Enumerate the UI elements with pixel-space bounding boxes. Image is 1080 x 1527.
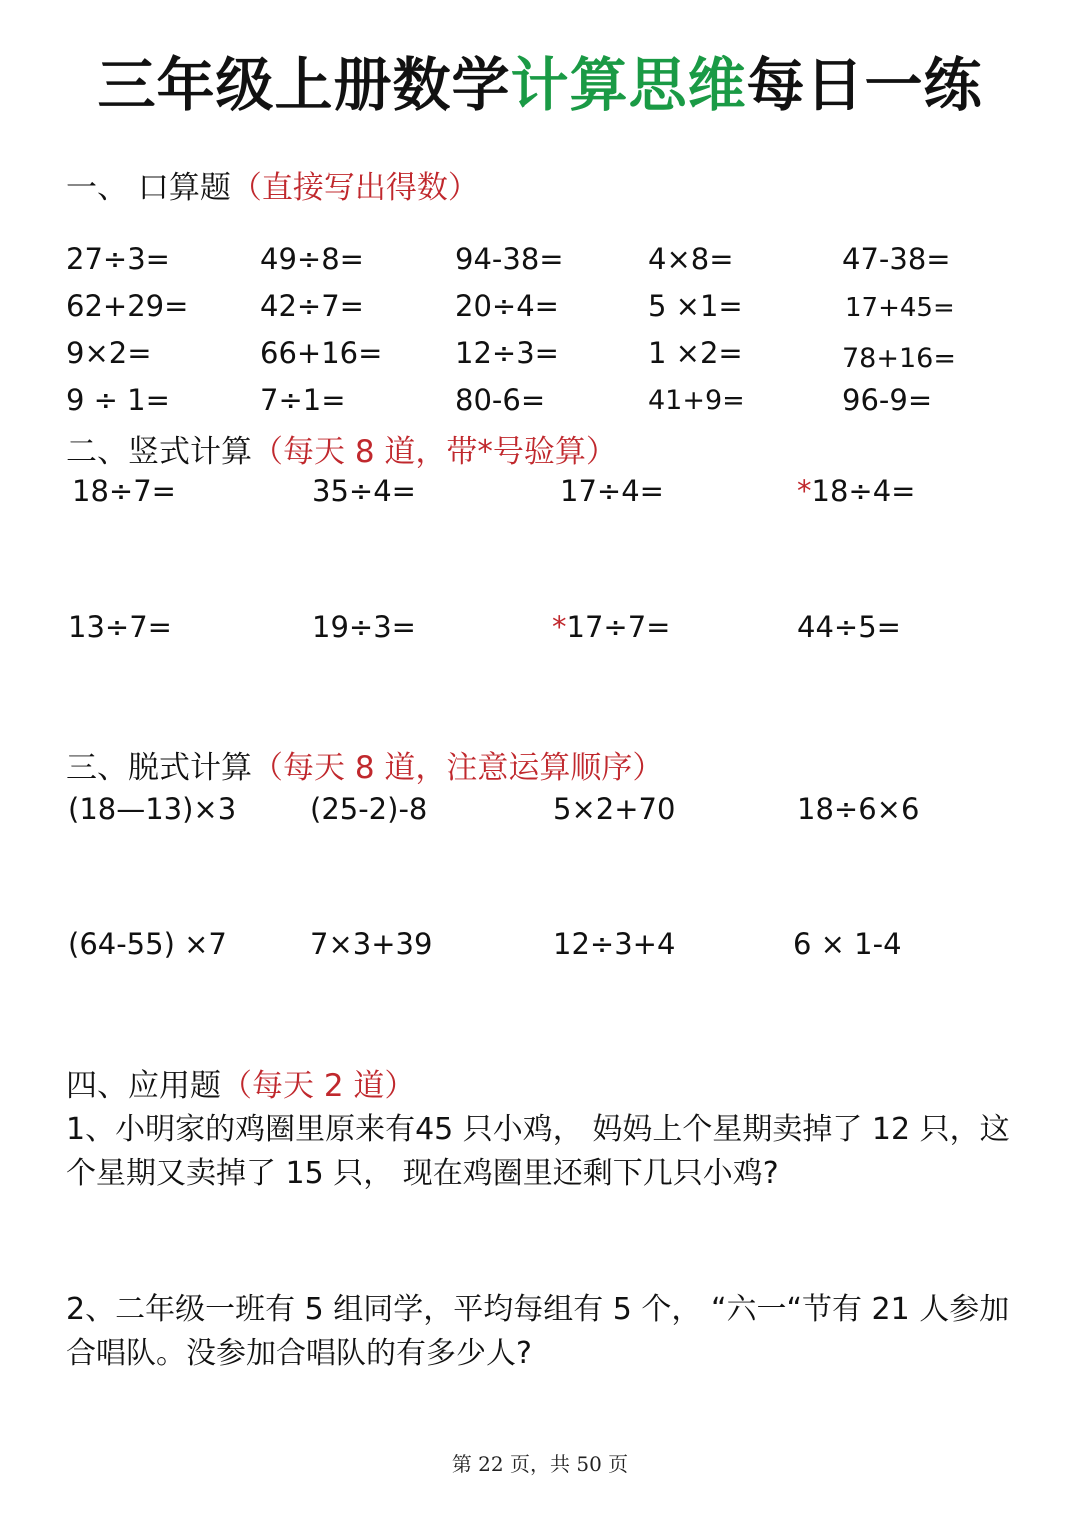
oral-item: 9 ÷ 1= xyxy=(66,383,170,417)
expression-item: (18—13)×3 xyxy=(68,792,237,826)
title-part-2-highlight: 计算思维 xyxy=(510,51,747,119)
vertical-calc-item-starred: *18÷4= xyxy=(797,474,916,508)
star-mark: * xyxy=(552,610,567,644)
expression-item: 5×2+70 xyxy=(553,792,676,826)
oral-item: 94-38= xyxy=(455,242,564,276)
oral-item: 20÷4= xyxy=(455,289,559,323)
page-title xyxy=(0,50,1080,120)
section-4-title: 四、应用题 xyxy=(66,1068,221,1104)
expression-item: 6 × 1-4 xyxy=(793,927,902,961)
page-footer: 第 22 页，共 50 页 xyxy=(451,1452,629,1476)
oral-item: 42÷7= xyxy=(260,289,364,323)
section-2-note: （每天 8 道，带*号验算） xyxy=(252,434,617,470)
vertical-calc-item: 19÷3= xyxy=(312,610,416,644)
word-problem-2: 2、二年级一班有 5 组同学，平均每组有 5 个， “六一“节有 21 人参加合唱队。没参加合唱队的有多少人? xyxy=(66,1292,1010,1371)
section-3-heading xyxy=(66,748,663,788)
title-part-1: 三年级上册数学 xyxy=(97,51,511,119)
oral-item: 47-38= xyxy=(842,242,951,276)
section-1-title: 一、 口算题 xyxy=(66,170,231,206)
oral-item: 17+45= xyxy=(845,293,955,323)
oral-item: 78+16= xyxy=(842,343,956,374)
oral-item: 9×2= xyxy=(66,336,152,370)
oral-item: 4×8= xyxy=(648,242,734,276)
section-1-heading xyxy=(66,168,479,208)
word-problem-1: 1、小明家的鸡圈里原来有45 只小鸡， 妈妈上个星期卖掉了 12 只，这个星期又卖掉了 15 只， 现在鸡圈里还剩下几只小鸡? xyxy=(66,1112,1010,1191)
vertical-calc-item: 13÷7= xyxy=(68,610,172,644)
oral-item: 62+29= xyxy=(66,289,189,323)
oral-item: 66+16= xyxy=(260,336,383,370)
oral-item: 1 ×2= xyxy=(648,336,743,370)
oral-item: 27÷3= xyxy=(66,242,170,276)
vertical-calc-item: 18÷7= xyxy=(72,474,176,508)
expression-item: 18÷6×6 xyxy=(797,792,920,826)
vertical-calc-item: 35÷4= xyxy=(312,474,416,508)
vertical-calc-item-starred: *17÷7= xyxy=(552,610,671,644)
title-part-3: 每日一练 xyxy=(746,51,983,119)
oral-item: 80-6= xyxy=(455,383,546,417)
section-4-heading xyxy=(66,1066,415,1106)
star-mark: * xyxy=(797,474,812,508)
expression-item: 12÷3+4 xyxy=(553,927,676,961)
section-3-title: 三、脱式计算 xyxy=(66,750,252,786)
oral-item: 96-9= xyxy=(842,383,933,417)
oral-item: 41+9= xyxy=(648,385,745,416)
section-3-note: （每天 8 道，注意运算顺序） xyxy=(252,750,664,786)
vertical-calc-item: 44÷5= xyxy=(797,610,901,644)
vertical-calc-item: 17÷4= xyxy=(560,474,664,508)
oral-item: 5 ×1= xyxy=(648,289,743,323)
expression-item: 7×3+39 xyxy=(310,927,433,961)
section-1-note: （直接写出得数） xyxy=(230,170,479,206)
section-2-title: 二、竖式计算 xyxy=(66,434,252,470)
section-4-note: （每天 2 道） xyxy=(221,1068,416,1104)
oral-item: 12÷3= xyxy=(455,336,559,370)
oral-item: 49÷8= xyxy=(260,242,364,276)
section-2-heading xyxy=(66,432,617,472)
oral-item: 7÷1= xyxy=(260,383,346,417)
expression-item: (25-2)-8 xyxy=(310,792,428,826)
expression-item: (64-55) ×7 xyxy=(68,927,227,961)
